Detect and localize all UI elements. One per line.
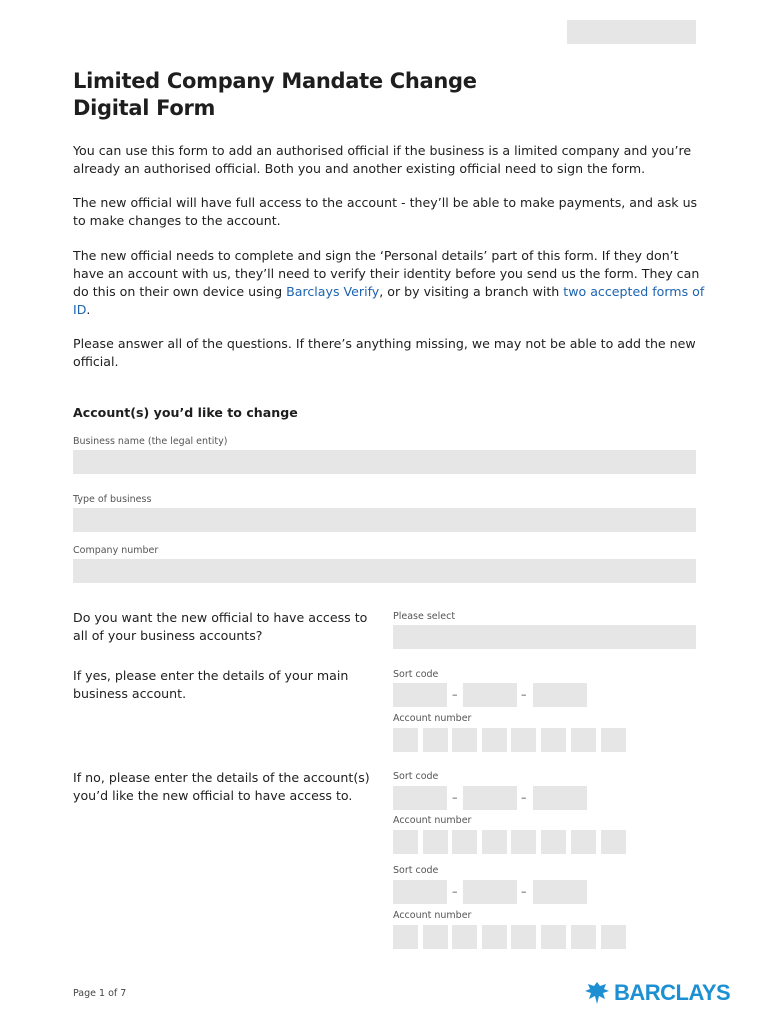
- account-number-digit[interactable]: [541, 925, 566, 949]
- account-number-digit[interactable]: [393, 830, 418, 854]
- select-label: Please select: [393, 611, 456, 622]
- sort-code-dash: –: [452, 688, 458, 701]
- account-number-digit[interactable]: [423, 830, 448, 854]
- business-name-label: Business name (the legal entity): [73, 436, 228, 447]
- all-accounts-select[interactable]: [393, 625, 696, 649]
- account-number-label: Account number: [393, 815, 472, 826]
- question-all-accounts: Do you want the new official to have access to all of your business accounts?: [73, 610, 368, 643]
- sort-code-label: Sort code: [393, 669, 439, 680]
- account-number-digit[interactable]: [423, 925, 448, 949]
- question-specific-accounts: If no, please enter the details of the account(s) you’d like the new official to have access to.: [73, 770, 370, 803]
- sort-code-part-1[interactable]: [393, 683, 447, 707]
- barclays-logo-text: BARCLAYS: [614, 980, 731, 1005]
- account-number-label: Account number: [393, 713, 472, 724]
- type-of-business-input[interactable]: [73, 508, 696, 532]
- account-number-digit[interactable]: [571, 830, 596, 854]
- intro-p3-text-end: .: [86, 302, 91, 317]
- account-number-digit[interactable]: [541, 728, 566, 752]
- accepted-id-link[interactable]: two accepted forms of ID: [73, 284, 705, 317]
- account-number-digit[interactable]: [482, 728, 507, 752]
- page-number: Page 1 of 7: [73, 988, 127, 999]
- type-of-business-label: Type of business: [73, 494, 152, 505]
- account-number-digit[interactable]: [601, 830, 626, 854]
- question-main-account: If yes, please enter the details of your main business account.: [73, 668, 349, 701]
- sort-code-label: Sort code: [393, 865, 439, 876]
- account-number-digit[interactable]: [452, 925, 477, 949]
- sort-code-label: Sort code: [393, 771, 439, 782]
- account-number-digit[interactable]: [571, 728, 596, 752]
- section-heading: Account(s) you’d like to change: [73, 405, 298, 420]
- eagle-icon: [584, 980, 610, 1006]
- sort-code-part-2[interactable]: [463, 786, 517, 810]
- account-number-digit[interactable]: [393, 728, 418, 752]
- sort-code-dash: –: [452, 791, 458, 804]
- page-title-line2: Digital Form: [73, 96, 216, 120]
- company-number-label: Company number: [73, 545, 159, 556]
- business-name-input[interactable]: [73, 450, 696, 474]
- account-number-digit[interactable]: [601, 925, 626, 949]
- account-number-digit[interactable]: [511, 830, 536, 854]
- account-number-digit[interactable]: [393, 925, 418, 949]
- sort-code-part-2[interactable]: [463, 880, 517, 904]
- account-number-digit[interactable]: [541, 830, 566, 854]
- account-number-digit[interactable]: [571, 925, 596, 949]
- sort-code-part-1[interactable]: [393, 880, 447, 904]
- reference-field[interactable]: [567, 20, 696, 44]
- intro-p3-text-start: The new official needs to complete and sign the ‘Personal details’ part of this form. If they don’t have an account with us, they’ll need to verify their identity before you send us the form. They can do this on their own device using: [73, 248, 700, 299]
- sort-code-part-3[interactable]: [533, 786, 587, 810]
- account-number-digit[interactable]: [452, 728, 477, 752]
- intro-paragraph-1: You can use this form to add an authorised official if the business is a limited company and you’re already an authorised official. Both you and another existing official need to sign the form.: [73, 143, 692, 176]
- sort-code-part-1[interactable]: [393, 786, 447, 810]
- sort-code-dash: –: [521, 688, 527, 701]
- sort-code-part-3[interactable]: [533, 880, 587, 904]
- sort-code-dash: –: [521, 791, 527, 804]
- company-number-input[interactable]: [73, 559, 696, 583]
- barclays-verify-link[interactable]: Barclays Verify: [286, 284, 380, 299]
- barclays-logo: [584, 980, 730, 1006]
- page-title: [73, 68, 477, 122]
- page-title-line1: Limited Company Mandate Change: [73, 69, 477, 93]
- sort-code-part-2[interactable]: [463, 683, 517, 707]
- intro-paragraph-2: The new official will have full access to the account - they’ll be able to make payments, and ask us to make changes to the account.: [73, 195, 698, 228]
- account-number-digit[interactable]: [482, 925, 507, 949]
- intro-p3-text-mid: , or by visiting a branch with: [379, 284, 564, 299]
- intro-paragraph-3: [73, 247, 713, 319]
- account-number-digit[interactable]: [511, 925, 536, 949]
- sort-code-dash: –: [521, 885, 527, 898]
- account-number-digit[interactable]: [423, 728, 448, 752]
- account-number-label: Account number: [393, 910, 472, 921]
- account-number-digit[interactable]: [511, 728, 536, 752]
- account-number-digit[interactable]: [452, 830, 477, 854]
- intro-paragraph-4: Please answer all of the questions. If there’s anything missing, we may not be able to add the new official.: [73, 336, 696, 369]
- account-number-digit[interactable]: [482, 830, 507, 854]
- account-number-digit[interactable]: [601, 728, 626, 752]
- sort-code-part-3[interactable]: [533, 683, 587, 707]
- sort-code-dash: –: [452, 885, 458, 898]
